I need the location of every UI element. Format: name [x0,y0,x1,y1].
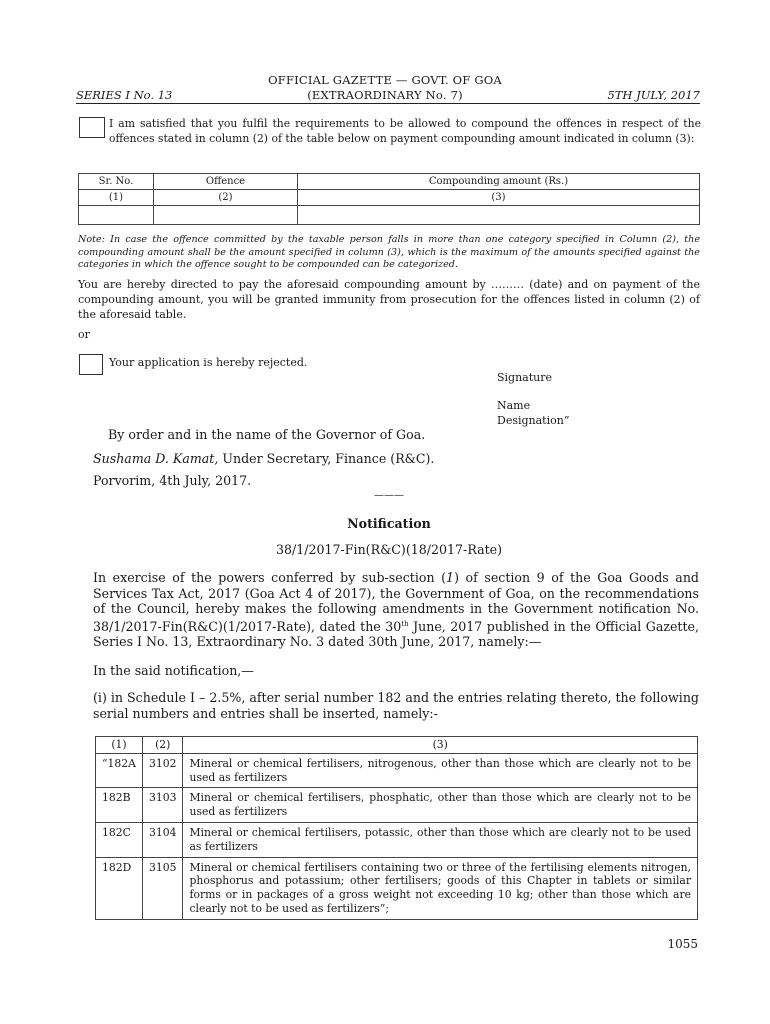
name-label: Name [497,399,531,412]
or-text: or [78,328,90,341]
schedule-header-row [96,737,698,754]
body-a: In exercise of the powers conferred by sub-section ( [93,570,447,585]
empty-cell[interactable] [154,206,298,225]
col-amount: Compounding amount (Rs.) [298,174,700,190]
serial-number: 182D [96,857,143,919]
body-d: June, 2017 published in the Official Gazette, Series I No. 13, Extraordinary No. 3 dated 30th June, 2017, namely:— [93,618,699,650]
gazette-subtitle: (EXTRAORDINARY No. 7) [307,88,463,102]
table-row [96,788,698,823]
said-notification: In the said notification,— [93,663,254,678]
body-c: ) of section 9 of the Goa Goods and Services Tax Act, 2017 (Goa Act 4 of 2017), the Government of Goa, on the recommendations of the Council, hereby makes the following amendments in the Government notification No. 38/1/2017-Fin(R&C)(1/2017-Rate), dated the 30 [93,570,699,634]
table-empty-row [79,206,700,225]
notification-number: 38/1/2017-Fin(R&C)(18/2017-Rate) [275,542,503,557]
signature-label: Signature [497,371,553,384]
empty-cell[interactable] [298,206,700,225]
tariff-code: 3104 [143,822,183,857]
gazette-title: OFFICIAL GAZETTE — GOVT. OF GOA [268,73,502,87]
table-number-row [79,190,700,206]
rejected-checkbox[interactable] [79,354,103,375]
notification-body [93,570,699,650]
description: Mineral or chemical fertilisers containing two or three of the fertilising elements nitrogen, phosphorus and potassium; other fertilisers; goods of this Chapter in tablets or similar forms or in packages of a gross weight not exceeding 10 kg; other than those which are clearly not to be used as fertilizers”; [183,857,698,919]
satisfied-text: I am satisfied that you fulfil the requirements to be allowed to compound the offences in respect of the offences stated in column (2) of the table below on payment compounding amount indicated in column (3): [109,117,701,145]
description: Mineral or chemical fertilisers, potassic, other than those which are clearly not to be used as fertilizers [183,822,698,857]
description: Mineral or chemical fertilisers, phosphatic, other than those which are clearly not to be used as fertilizers [183,788,698,823]
designation-label: Designation” [497,414,570,427]
notification-heading: Notification [347,516,431,531]
page-number: 1055 [667,937,698,951]
direction-text: You are hereby directed to pay the aforesaid compounding amount by ……… (date) and on payment of the compounding amount, you will be granted immunity from prosecution for the offences listed in column (2) of the aforesaid table. [78,278,700,322]
tariff-code: 3102 [143,753,183,788]
compounding-table [78,173,700,225]
signatory [93,451,434,467]
table-note: Note: In case the offence committed by the taxable person falls in more than one category specified in Column (2), the compounding amount shall be the amount specified in column (3), which is the maximum of the amounts specified against the categories in which the offence sought to be compounded can be categorized. [78,234,700,271]
signatory-title: Under Secretary, Finance (R&C). [218,451,435,466]
description: Mineral or chemical fertilisers, nitrogenous, other than those which are clearly not to be used as fertilizers [183,753,698,788]
header-rule [76,103,700,104]
signatory-name: Sushama D. Kamat, [93,451,219,466]
col-number-2: (2) [154,190,298,206]
satisfied-checkbox[interactable] [79,117,105,138]
col-offence: Offence [154,174,298,190]
col-number-3: (3) [298,190,700,206]
schedule-table [95,736,698,920]
table-header-row [79,174,700,190]
serial-number: “182A [96,753,143,788]
separator: ——— [374,490,404,501]
table-row [96,822,698,857]
rejected-text: Your application is hereby rejected. [109,356,308,369]
empty-cell[interactable] [79,206,154,225]
table-row [96,857,698,919]
body-b: 1 [446,570,455,585]
schedule-col-3: (3) [183,737,698,754]
body-sup: th [401,619,409,628]
col-number-1: (1) [79,190,154,206]
table-row [96,753,698,788]
item-i: (i) in Schedule I – 2.5%, after serial number 182 and the entries relating thereto, the following serial numbers and entries shall be inserted, namely:- [93,690,699,721]
series-label: SERIES I No. 13 [76,88,173,102]
schedule-col-2: (2) [143,737,183,754]
tariff-code: 3103 [143,788,183,823]
schedule-col-1: (1) [96,737,143,754]
place-date: Porvorim, 4th July, 2017. [93,473,252,488]
issue-date: 5TH JULY, 2017 [607,88,700,102]
serial-number: 182B [96,788,143,823]
tariff-code: 3105 [143,857,183,919]
col-sr-no: Sr. No. [79,174,154,190]
serial-number: 182C [96,822,143,857]
order-line: By order and in the name of the Governor of Goa. [108,427,426,442]
